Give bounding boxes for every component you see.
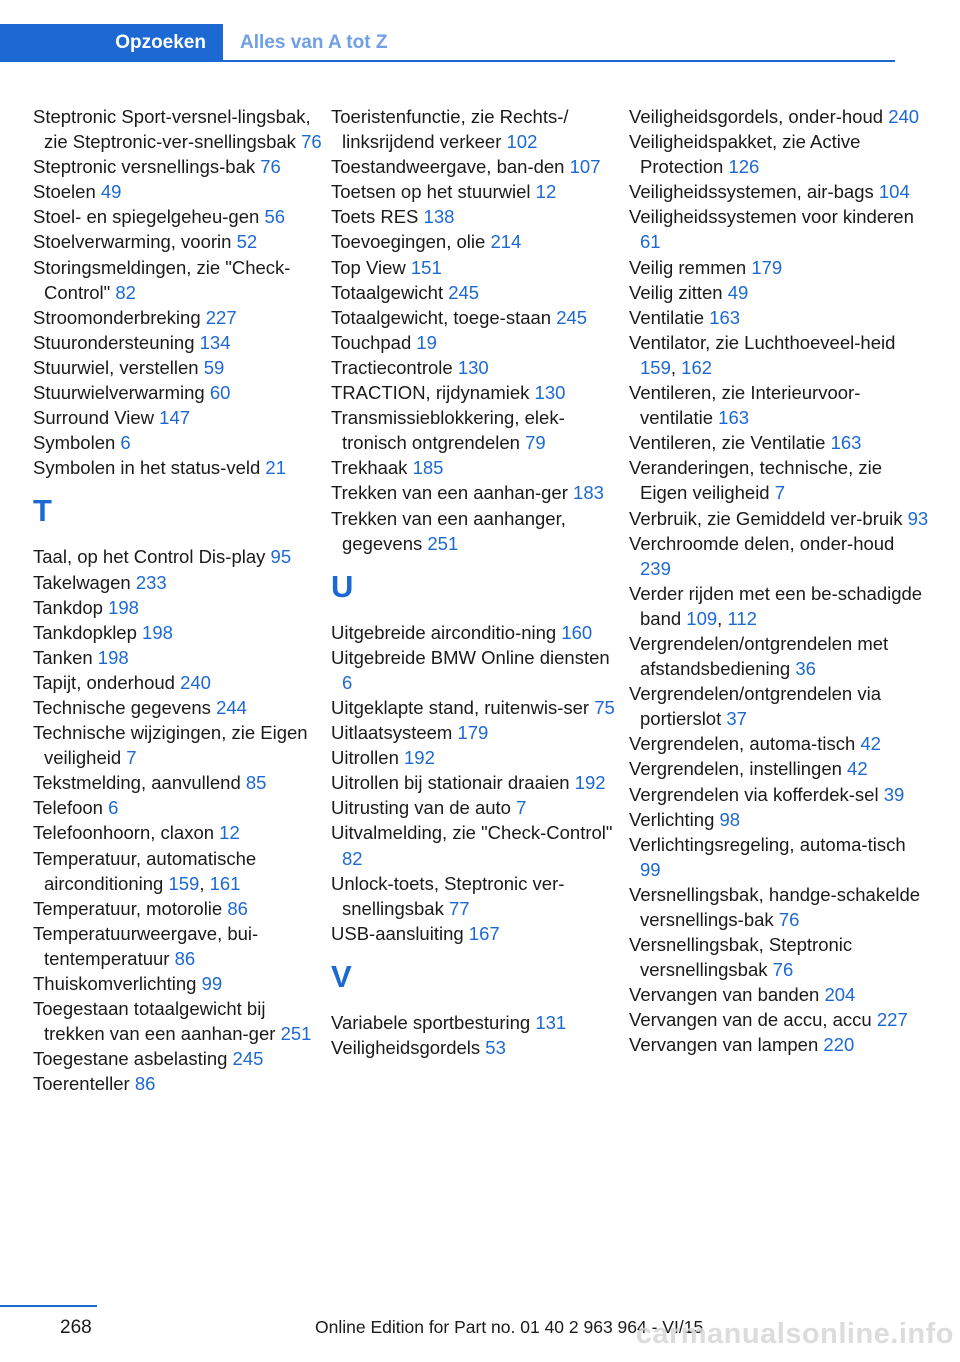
index-term: Ventilatie [629,306,705,328]
index-term: Top View [331,256,406,278]
index-term: Temperatuur, motorolie [33,897,223,919]
index-term: Trekken van een aanhan‐ger [331,482,568,504]
index-entry [331,820,621,870]
index-term: Surround View [33,407,155,429]
index-entry [629,932,929,982]
index-entry [331,154,621,179]
index-entry [33,330,323,355]
page-link[interactable]: 220 [823,1034,855,1056]
index-entry [33,996,323,1046]
index-entry [629,1032,929,1057]
page-link[interactable]: 61 [640,231,661,253]
index-term: Tekstmelding, aanvullend [33,772,241,794]
page-link[interactable]: 19 [416,331,437,353]
index-entry [33,820,323,845]
index-term: Takelwagen [33,571,131,593]
index-entry [629,531,929,581]
page-link[interactable]: 185 [412,457,444,479]
page-link[interactable]: 49 [727,281,749,303]
page-link[interactable]: 86 [174,947,196,969]
index-entry [331,921,621,946]
page-link[interactable]: 239 [640,557,671,579]
index-entry: Ventilator, zie Luchthoeveel‐heid 159, 162 [629,331,896,378]
index-term: Verbruik, zie Gemiddeld ver‐bruik [629,507,903,529]
page-link[interactable]: 126 [728,156,760,178]
index-term: Veranderingen, technische, zie Eigen veiligheid [629,457,883,504]
index-entry [331,104,621,154]
index-term: Toegestaan totaalgewicht bij trekken van een aanhan‐ger [33,998,276,1045]
index-entry [33,670,323,695]
page-link[interactable]: 163 [709,306,741,328]
page-link[interactable]: 130 [534,382,566,404]
index-entry [331,305,621,330]
index-entry [331,770,621,795]
page-link[interactable]: 39 [883,783,905,805]
index-entry [629,731,929,756]
index-term: Stoelverwarming, voorin [33,231,232,253]
watermark: carmanualsonline.info [635,1318,954,1350]
index-term: Tanken [33,646,93,668]
index-entry [629,756,929,781]
index-term: Toeristenfunctie, zie Rechts-/ linksrijdend verkeer [331,106,569,153]
index-term: Uitrollen [331,747,399,769]
index-entry [33,971,323,996]
page-link[interactable]: 233 [135,571,167,593]
index-entry [33,595,323,620]
page-link[interactable]: 95 [270,546,292,568]
page-link[interactable]: 251 [427,532,459,554]
index-term: Ventilator, zie Luchthoeveel‐heid [629,331,896,353]
index-term: Uitrusting van de auto [331,797,511,819]
page-link[interactable]: 134 [199,331,231,353]
page-link[interactable]: 151 [410,256,442,278]
index-term: Stuurwielverwarming [33,382,205,404]
index-entry [33,620,323,645]
page-link[interactable]: 42 [860,733,881,755]
page-link[interactable]: 245 [448,281,480,303]
index-term: Veiligheidsgordels, onder‐houd [629,106,884,127]
page-link[interactable]: 59 [203,356,225,378]
page-link[interactable]: 86 [134,1073,156,1095]
index-entry [33,695,323,720]
index-entry [331,204,621,229]
page-link[interactable]: 77 [448,897,470,919]
page-link[interactable]: 79 [525,432,546,454]
index-term: Steptronic Sport-versnel‐lingsbak, zie Steptronic-ver‐snellingsbak [33,106,311,153]
page-link[interactable]: 107 [569,156,601,178]
index-entry [629,982,929,1007]
index-entry [331,871,621,921]
page-link[interactable]: 86 [227,897,248,919]
index-entry [33,720,323,770]
index-term: Tankdop [33,596,103,618]
index-term: Steptronic versnellings‐bak [33,156,256,178]
index-term: Tankdopklep [33,621,137,643]
index-term: Uitgebreide BMW Online diensten [331,646,610,668]
index-term: Stoelen [33,181,96,203]
page-link[interactable]: 36 [795,658,816,680]
index-entry [33,921,323,971]
index-entry [331,405,621,455]
index-entry [629,506,929,531]
index-entry [331,645,621,695]
page-link[interactable]: 160 [561,621,593,643]
index-entry [33,255,323,305]
index-entry [331,380,621,405]
header-tabbar [0,24,895,62]
page-link[interactable]: 98 [719,808,741,830]
index-entry [33,154,323,179]
index-entry [33,896,323,921]
index-term: Temperatuurweergave, bui‐tentemperatuur [33,922,259,969]
page-link[interactable]: 7 [516,797,527,819]
page-link[interactable]: 109 [686,607,718,629]
index-term: Stroomonderbreking [33,306,201,328]
page-link[interactable]: 179 [751,256,783,278]
index-entry [629,455,929,505]
index-entry [331,179,621,204]
index-term: Touchpad [331,331,412,353]
index-term: Vergrendelen via kofferdek‐sel [629,783,879,805]
index-term: Verchroomde delen, onder‐houd [629,532,895,554]
footer-rule [0,1305,97,1307]
index-term: Telefoonhoorn, claxon [33,822,215,844]
index-entry [33,380,323,405]
index-entry [331,1010,621,1035]
index-entry [33,355,323,380]
index-term: Tapijt, onderhoud [33,671,175,693]
index-term: Stuurwiel, verstellen [33,356,199,378]
page-link[interactable]: 21 [265,457,286,479]
index-entry [331,355,621,380]
page-link[interactable]: 183 [573,482,604,504]
index-entry [629,631,929,681]
page-link[interactable]: 7 [774,482,786,504]
section-letter: T [33,493,52,529]
page-link[interactable]: 240 [888,106,920,127]
index-term: Uitgeklapte stand, ruitenwis‐ser [331,696,590,718]
index-term: Vergrendelen/ontgrendelen via portierslot [629,683,881,730]
index-term: Variabele sportbesturing [331,1011,531,1033]
index-term: Veiligheidsgordels [331,1037,481,1058]
index-entry [33,570,323,595]
index-entry [331,695,621,720]
page-link[interactable]: 204 [824,984,856,1006]
index-term: Toerenteller [33,1073,130,1095]
index-entry [629,681,929,731]
page-link[interactable]: 102 [506,131,538,153]
index-term: Vergrendelen, automa‐tisch [629,733,856,755]
index-entry [33,305,323,330]
page-link[interactable]: 93 [907,507,929,529]
index-entry [629,882,929,932]
index-term: Verlichtingsregeling, automa‐tisch [629,833,906,855]
index-entry [331,455,621,480]
index-term: Technische gegevens [33,696,211,718]
index-entry [33,795,323,820]
index-term: Temperatuur, automatische airconditioning [33,847,257,894]
index-term: Trekhaak [331,457,408,479]
index-term: Toevoegingen, olie [331,231,486,253]
index-entry [629,782,929,807]
index-term: Veilig zitten [629,281,723,303]
page-link[interactable]: 85 [245,772,267,794]
index-entry [33,405,323,430]
index-entry [629,129,929,179]
index-entry [33,1046,323,1071]
index-entry [629,305,929,330]
page-link[interactable]: 104 [878,181,910,203]
index-term: Veiligheidssystemen voor kinderen [629,206,914,228]
page-link[interactable]: 99 [640,858,661,880]
index-term: TRACTION, rijdynamiek [331,382,530,404]
index-entry [629,255,929,280]
page-link[interactable]: 6 [108,797,119,819]
index-term: Toegestane asbelasting [33,1048,228,1070]
page-link[interactable]: 163 [718,407,750,429]
index-entry [331,720,621,745]
index-term: Stuurondersteuning [33,331,195,353]
index-entry [331,795,621,820]
index-entry [33,104,323,154]
page-link[interactable]: 7 [126,747,137,769]
index-term: Telefoon [33,797,103,819]
page-link[interactable]: 192 [404,747,435,769]
index-entry [331,255,621,280]
index-column-1 [33,104,323,1096]
index-term: Unlock-toets, Steptronic ver‐snellingsbak [331,872,565,919]
index-entry [331,229,621,254]
index-term: Taal, op het Control Dis‐play [33,546,266,568]
page-link[interactable]: 37 [726,708,747,730]
page-link[interactable]: 147 [159,407,191,429]
page-link[interactable]: 138 [423,206,455,228]
page-link[interactable]: 179 [457,722,489,744]
index-entry [33,204,323,229]
page-link[interactable]: 245 [232,1048,264,1070]
page-number: 268 [60,1317,92,1338]
index-term: Symbolen in het status‐veld [33,457,261,479]
page-link[interactable]: 12 [535,181,557,203]
index-term: Vervangen van de accu, accu [629,1009,872,1031]
index-term: Ventileren, zie Ventilatie [629,432,826,454]
index-term: Toetsen op het stuurwiel [331,181,531,203]
index-term: Symbolen [33,432,116,454]
index-term: Vergrendelen/ontgrendelen met afstandsbediening [629,632,889,680]
index-term: Thuiskomverlichting [33,973,197,994]
page-link[interactable]: 240 [180,671,211,693]
index-entry [629,380,929,430]
index-entry [331,620,621,645]
page-link[interactable]: 159 [640,356,671,378]
index-term: Ventileren, zie Interieurvoor‐ventilatie [629,382,861,429]
page-link[interactable]: 75 [594,696,615,718]
index-entry [331,745,621,770]
page-link[interactable]: 131 [535,1011,567,1033]
page-link[interactable]: 161 [209,872,241,894]
index-entry [629,1007,929,1032]
tab-underline [223,60,895,62]
index-term: Veiligheidssystemen, air‐bags [629,181,874,203]
index-entry [33,430,323,455]
index-term: Versnellingsbak, Steptronic versnellingsbak [629,934,853,981]
page-link[interactable]: 42 [847,758,868,780]
page-link[interactable]: 192 [574,772,606,794]
tab-opzoeken[interactable]: Opzoeken [0,24,223,62]
index-term: Totaalgewicht, toege‐staan [331,306,552,328]
index-entry [33,455,323,480]
index-entry [331,1035,621,1060]
index-term: Uitgebreide airconditio‐ning [331,621,557,643]
index-entry [331,280,621,305]
index-term: Verlichting [629,808,715,830]
index-term: Storingsmeldingen, zie "Check-Control" [33,256,291,303]
index-term: Uitvalmelding, zie "Check-Control" [331,822,613,844]
index-entry [331,330,621,355]
index-entry [629,832,929,882]
index-entry [331,480,621,505]
section-letter: V [331,958,352,994]
index-term: Verder rijden met een be‐schadigde band [629,582,923,629]
edition-note: Online Edition for Part no. 01 40 2 963 964 - VI/15 [315,1317,704,1337]
page-link[interactable]: 12 [219,822,240,844]
index-entry: Temperatuur, automatische airconditioning 159, 161 [33,847,257,894]
page-link[interactable]: 245 [556,306,588,328]
index-entry [629,280,929,305]
page-link[interactable]: 130 [457,356,489,378]
page-link[interactable]: 76 [260,156,281,178]
index-entry [629,179,929,204]
page-link[interactable]: 82 [115,281,136,303]
index-entry [629,104,929,129]
page-link[interactable]: 227 [876,1009,908,1031]
page-link[interactable]: 163 [830,432,862,454]
page-link[interactable]: 76 [778,909,800,930]
index-entry [629,807,929,832]
page-link[interactable]: 6 [342,671,353,693]
index-term: Tractiecontrole [331,356,453,378]
index-term: USB-aansluiting [331,922,464,944]
page-link[interactable]: 6 [120,432,131,454]
index-term: Technische wijzigingen, zie Eigen veiligheid [33,722,308,769]
tab-alles-van-a-tot-z[interactable]: Alles van A tot Z [240,32,388,53]
page-link[interactable]: 214 [490,231,522,253]
index-term: Veiligheidspakket, zie Active Protection [629,131,861,178]
index-term: Toestandweergave, ban‐den [331,156,565,178]
index-term: Uitrollen bij stationair draaien [331,772,570,794]
page-link[interactable]: 56 [264,206,286,228]
index-column-3 [629,104,929,1058]
index-entry [33,229,323,254]
index-term: Transmissieblokkering, elek‐tronisch ontgrendelen [331,407,565,454]
page-link[interactable]: 167 [468,922,500,944]
index-entry [33,179,323,204]
page-link[interactable]: 251 [280,1023,312,1045]
index-column-2 [331,104,621,1060]
index-term: Versnellingsbak, handge‐schakelde versnellings‐bak [629,883,921,930]
page-link[interactable]: 198 [97,646,129,668]
page-link[interactable]: 82 [342,847,363,869]
page-link[interactable]: 60 [209,382,231,404]
page-link[interactable]: 99 [201,973,223,994]
index-term: Toets RES [331,206,419,228]
index-entry [629,430,929,455]
index-term: Vervangen van banden [629,984,820,1006]
index-entry [33,544,323,569]
index-term: Vergrendelen, instellingen [629,758,842,780]
page-link[interactable]: 227 [205,306,237,328]
page-link[interactable]: 53 [485,1037,506,1058]
index-entry [33,770,323,795]
page-link[interactable]: 244 [216,696,247,718]
index-term: Stoel- en spiegelgeheu‐gen [33,206,260,228]
page-link[interactable]: 112 [727,607,757,629]
page-link[interactable]: 76 [772,959,794,981]
index-entry [33,1071,323,1096]
index-entry [33,645,323,670]
page-link[interactable]: 49 [100,181,122,203]
index-term: Trekken van een aanhanger, gegevens [331,507,566,554]
page-link[interactable]: 198 [142,621,173,643]
index-entry: Verder rijden met een be‐schadigde band 109, 112 [629,582,923,629]
page-link[interactable]: 162 [681,356,713,378]
page-link[interactable]: 52 [236,231,258,253]
section-letter: U [331,568,354,604]
index-term: Uitlaatsysteem [331,722,453,744]
page-link[interactable]: 198 [108,596,139,618]
index-term: Veilig remmen [629,256,747,278]
page-link[interactable]: 76 [301,131,322,153]
index-entry [331,506,621,556]
index-term: Vervangen van lampen [629,1034,819,1056]
index-entry [629,204,929,254]
index-term: Totaalgewicht [331,281,444,303]
page-link[interactable]: 159 [168,872,200,894]
